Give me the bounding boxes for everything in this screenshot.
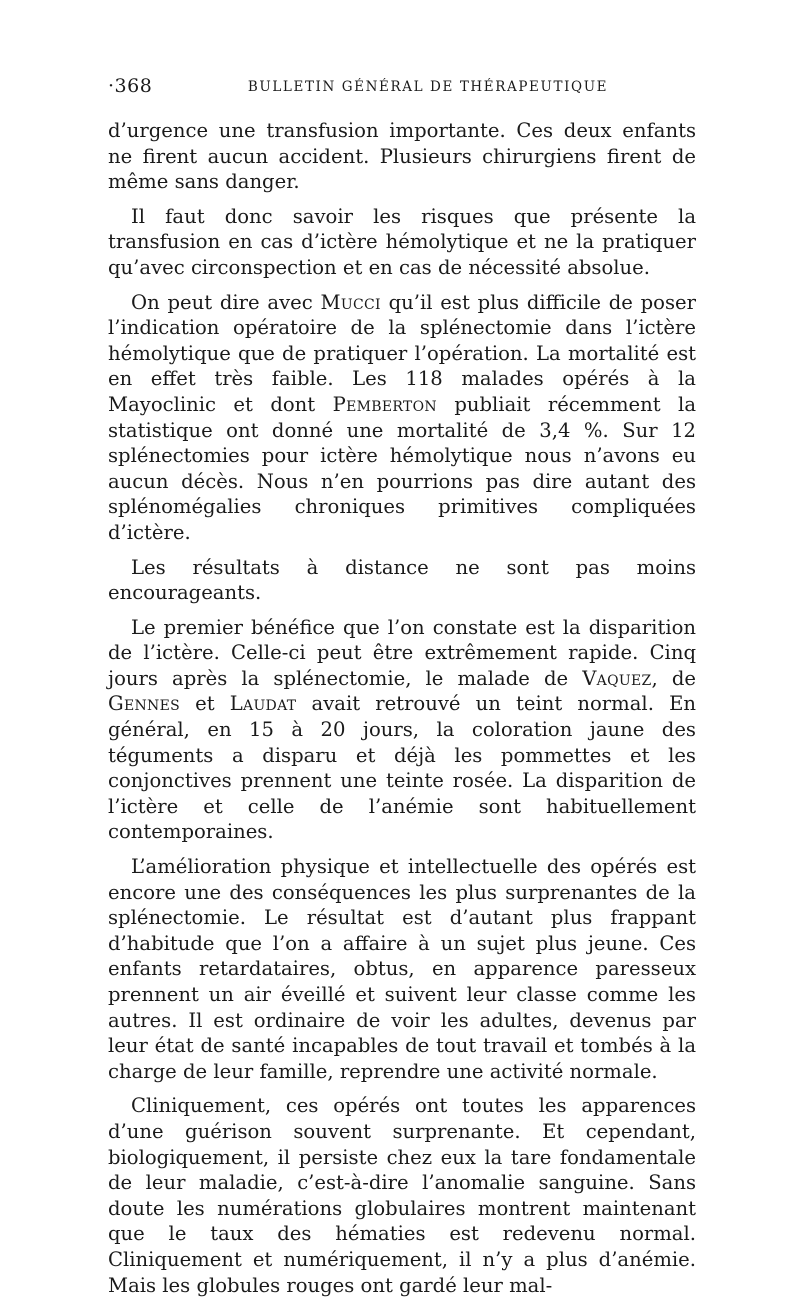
- paragraph-3-text-2: qu’il est plus difficile de poser l’indication opératoire de la splénectomie dans l’ictère hémolytique que de pratiquer l’opération. La mortalité est en effet très faible. Les 118 malades opérés à la Mayoclinic et dont: [108, 290, 696, 416]
- paragraph-3-text-3: publiait récemment la statistique ont donné une mortalité de 3,4 %. Sur 12 splénectomies pour ictère hémolytique nous n’avons eu aucun décès. Nous n’en pourrions pas dire autant des splénomégalies chroniques primitives compliquées d’ictère.: [108, 392, 696, 544]
- author-name-vaquez: Vaquez: [582, 666, 652, 690]
- page-number: ·368: [108, 75, 153, 97]
- paragraph-5-text-3: et: [179, 692, 230, 716]
- running-title: BULLETIN GÉNÉRAL DE THÉRAPEUTIQUE: [247, 79, 609, 95]
- paragraph-1: d’urgence une transfusion importante. Ces deux enfants ne firent aucun accident. Plusieurs chirurgiens firent de même sans danger.: [108, 119, 696, 194]
- page-header: [108, 70, 696, 100]
- body-text: [108, 118, 696, 1298]
- paragraph-4: Les résultats à distance ne sont pas moins encourageants.: [108, 555, 696, 605]
- paragraph-5-text-2: , de: [651, 666, 696, 690]
- author-name-pemberton: Pemberton: [332, 392, 437, 416]
- book-page: [108, 70, 696, 1297]
- author-name-gennes: Gennes: [108, 692, 180, 716]
- paragraph-5-text-4: avait retrouvé un teint normal. En général, en 15 à 20 jours, la coloration jaune des téguments a disparu et déjà les pommettes et les conjonctives prennent une teinte rosée. La disparition de l’ictère et celle de l’anémie sont habituellement contemporaines.: [108, 692, 696, 844]
- paragraph-2: Il faut donc savoir les risques que présente la transfusion en cas d’ictère hémolytique et ne la pratiquer qu’avec circonspection et en cas de nécessité absolue.: [108, 204, 696, 279]
- paragraph-5-text-1: Le premier bénéfice que l’on constate est la disparition de l’ictère. Celle-ci peut être extrêmement rapide. Cinq jours après la splénectomie, le malade de: [108, 615, 696, 690]
- paragraph-5: [108, 615, 696, 845]
- paragraph-6: L’amélioration physique et intellectuelle des opérés est encore une des conséquences les plus surprenantes de la splénectomie. Le résultat est d’autant plus frappant d’habitude que l’on a affaire à un sujet plus jeune. Ces enfants retardataires, obtus, en apparence paresseux prennent un air éveillé et suivent leur classe comme les autres. Il est ordinaire de voir les adultes, devenus par leur état de santé incapables de tout travail et tombés à la charge de leur famille, reprendre une activité normale.: [108, 855, 696, 1083]
- author-name-laudat: Laudat: [229, 692, 297, 716]
- paragraph-3: [108, 290, 696, 546]
- author-name-mucci: Mucci: [320, 290, 381, 314]
- paragraph-7: Cliniquement, ces opérés ont toutes les apparences d’une guérison souvent surprenante. Et cependant, biologiquement, il persiste chez eux la tare fondamentale de leur maladie, c’est-à-dire l’anomalie sanguine. Sans doute les numérations globulaires montrent maintenant que le taux des hématies est redevenu normal. Cliniquement et numériquement, il n’y a plus d’anémie. Mais les globules rouges ont gardé leur mal-: [108, 1094, 696, 1297]
- paragraph-3-text-1: On peut dire avec: [131, 290, 321, 314]
